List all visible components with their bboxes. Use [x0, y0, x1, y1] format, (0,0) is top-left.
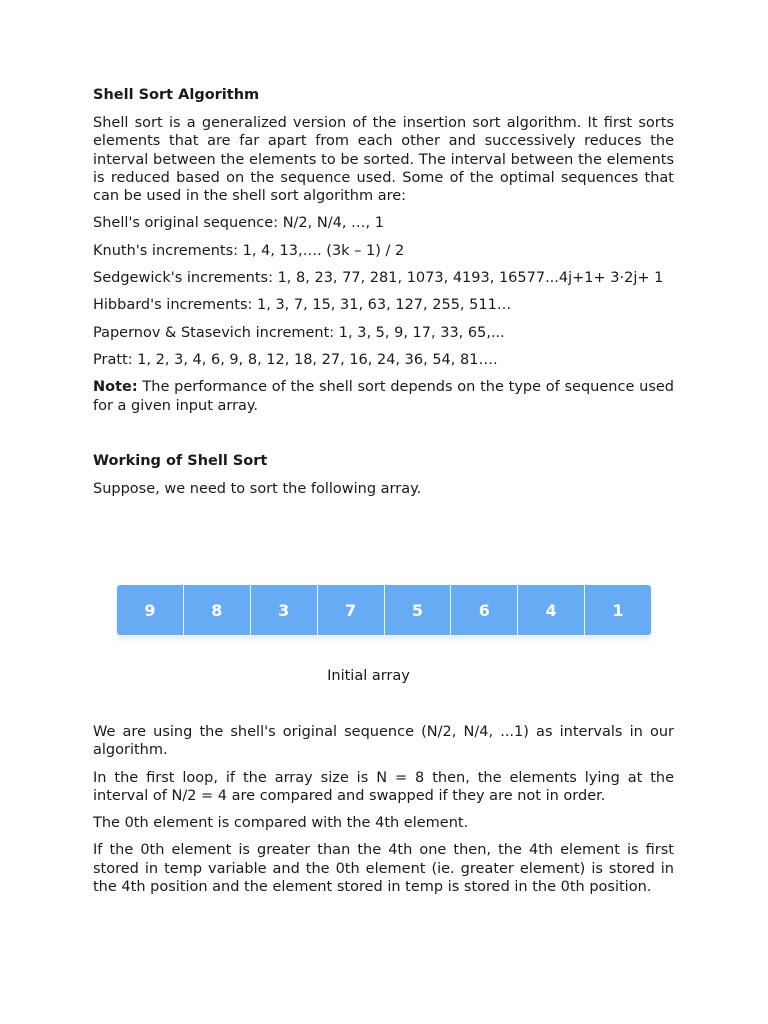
working-intro: Suppose, we need to sort the following array. — [93, 480, 422, 497]
note-label: Note: — [93, 379, 138, 396]
sequence-sedgewick: Sedgewick's increments: 1, 8, 23, 77, 281, 1073, 4193, 16577...4j+1+ 3·2j+ 1 — [93, 270, 664, 287]
array-cell: 7 — [318, 585, 385, 635]
section-heading-shell-sort-algorithm: Shell Sort Algorithm — [93, 87, 260, 103]
note-text: The performance of the shell sort depends on the type of sequence used for a given input array. — [93, 379, 674, 414]
sequence-knuth: Knuth's increments: 1, 4, 13,…. (3k – 1) / 2 — [93, 242, 405, 259]
document-top-section — [93, 86, 674, 507]
initial-array-figure — [117, 585, 651, 635]
sequence-papernov: Papernov & Stasevich increment: 1, 3, 5, 9, 17, 33, 65,... — [93, 324, 505, 341]
section-heading-working-of-shell-sort: Working of Shell Sort — [93, 452, 268, 469]
array-cell: 9 — [117, 585, 184, 635]
array-cell: 1 — [585, 585, 651, 635]
explanation-paragraph: We are using the shell's original sequence (N/2, N/4, ...1) as intervals in our algorithm. — [93, 724, 674, 759]
intro-paragraph: Shell sort is a generalized version of the insertion sort algorithm. It first sorts elements that are far apart from each other and successively reduces the interval between the elements to be sorted. The interval between the elements is reduced based on the sequence used. Some of the optimal sequences that can be used in the shell sort algorithm are: — [93, 115, 674, 205]
document-bottom-section — [93, 723, 674, 905]
figure-caption: Initial array — [327, 668, 410, 684]
note-paragraph — [93, 378, 674, 415]
array-cell: 6 — [451, 585, 518, 635]
explanation-paragraph: The 0th element is compared with the 4th element. — [93, 815, 469, 832]
sequence-hibbard: Hibbard's increments: 1, 3, 7, 15, 31, 63, 127, 255, 511… — [93, 297, 512, 314]
array-cells — [117, 585, 651, 635]
array-cell: 8 — [184, 585, 251, 635]
array-cell: 4 — [518, 585, 585, 635]
array-cell: 5 — [385, 585, 452, 635]
explanation-paragraph: If the 0th element is greater than the 4th one then, the 4th element is first stored in temp variable and the 0th element (ie. greater element) is stored in the 4th position and the element stored in temp is stored in the 0th position. — [93, 842, 674, 896]
sequence-pratt: Pratt: 1, 2, 3, 4, 6, 9, 8, 12, 18, 27, 16, 24, 36, 54, 81…. — [93, 351, 498, 368]
explanation-paragraph: In the first loop, if the array size is N = 8 then, the elements lying at the interval of N/2 = 4 are compared and swapped if they are not in order. — [93, 769, 674, 804]
spacer — [93, 424, 674, 452]
sequence-shell: Shell's original sequence: N/2, N/4, …, 1 — [93, 215, 384, 232]
array-cell: 3 — [251, 585, 318, 635]
